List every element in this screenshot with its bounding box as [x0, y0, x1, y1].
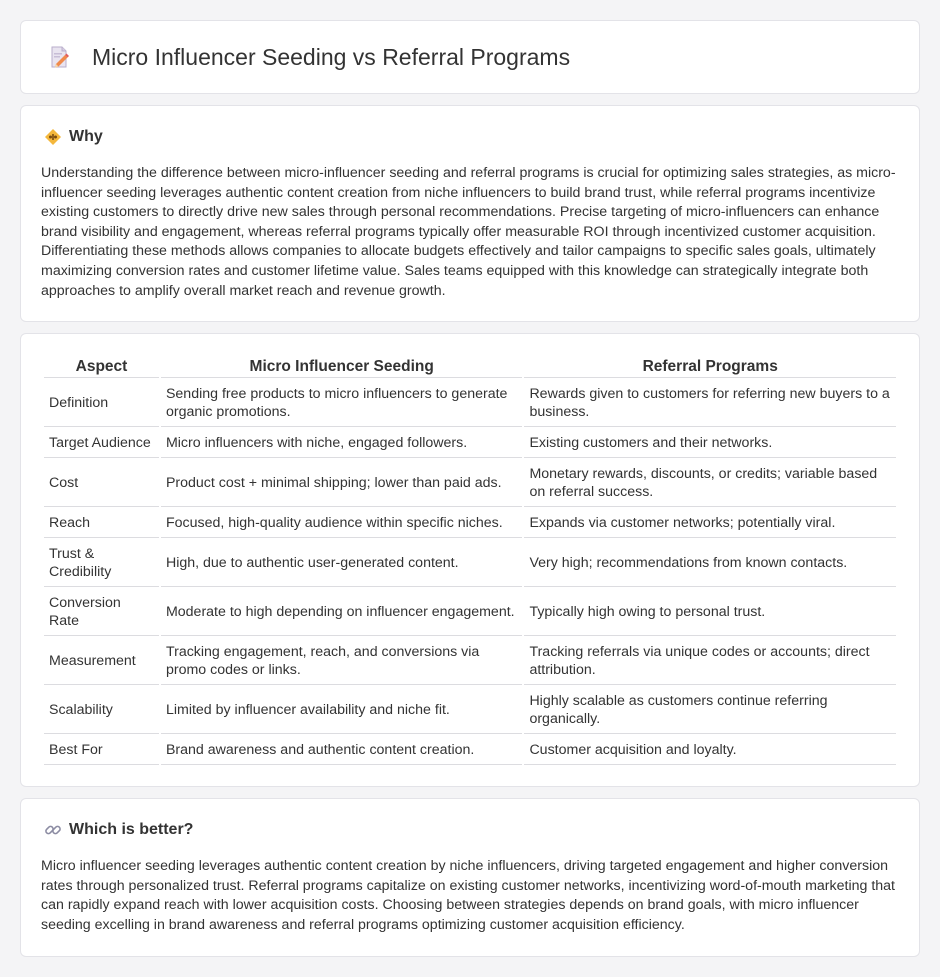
referral-cell: Typically high owing to personal trust.	[524, 589, 896, 636]
table-row	[44, 736, 896, 765]
table-row	[44, 509, 896, 538]
aspect-cell: Conversion Rate	[44, 589, 159, 636]
referral-cell: Monetary rewards, discounts, or credits; variable based on referral success.	[524, 460, 896, 507]
lightbulb-icon	[44, 128, 62, 146]
header-referral-programs: Referral Programs	[524, 356, 896, 378]
aspect-cell: Cost	[44, 460, 159, 507]
seeding-cell: Brand awareness and authentic content creation.	[161, 736, 522, 765]
aspect-cell: Target Audience	[44, 429, 159, 458]
aspect-cell: Trust & Credibility	[44, 540, 159, 587]
aspect-cell: Definition	[44, 380, 159, 427]
seeding-cell: Tracking engagement, reach, and conversions via promo codes or links.	[161, 638, 522, 685]
better-heading	[41, 819, 899, 841]
aspect-cell: Measurement	[44, 638, 159, 685]
referral-cell: Expands via customer networks; potentially viral.	[524, 509, 896, 538]
seeding-cell: Focused, high-quality audience within specific niches.	[161, 509, 522, 538]
comparison-section	[20, 333, 920, 787]
table-row	[44, 687, 896, 734]
better-text: Micro influencer seeding leverages authentic content creation by niche influencers, driving targeted engagement and higher conversion rates through personalized trust. Referral programs capitalize on existing customer networks, incentivizing word-of-mouth marketing that can rapidly expand reach with lower acquisition costs. Choosing between strategies depends on brand goals, with micro influencer seeding excelling in brand awareness and referral programs optimizing customer acquisition efficiency.	[41, 858, 896, 933]
seeding-cell: Moderate to high depending on influencer engagement.	[161, 589, 522, 636]
why-heading	[41, 126, 899, 148]
why-title: Why	[69, 128, 103, 145]
referral-cell: Very high; recommendations from known contacts.	[524, 540, 896, 587]
table-row	[44, 638, 896, 685]
table-row	[44, 589, 896, 636]
why-section	[20, 105, 920, 322]
aspect-cell: Reach	[44, 509, 159, 538]
referral-cell: Customer acquisition and loyalty.	[524, 736, 896, 765]
header-card	[20, 20, 920, 94]
seeding-cell: Product cost + minimal shipping; lower than paid ads.	[161, 460, 522, 507]
seeding-cell: Sending free products to micro influencers to generate organic promotions.	[161, 380, 522, 427]
table-row	[44, 429, 896, 458]
table-header-row	[44, 356, 896, 378]
referral-cell: Existing customers and their networks.	[524, 429, 896, 458]
document-pencil-icon	[46, 44, 72, 70]
why-text: Understanding the difference between micro-influencer seeding and referral programs is crucial for optimizing sales strategies, as micro-influencer seeding leverages authentic content creation from niche influencers to build brand trust, while referral programs incentivize existing customers to directly drive new sales through personal recommendations. Precise targeting of micro-influencers can enhance brand visibility and engagement, whereas referral programs typically offer measurable ROI through incentivized customer acquisition. Differentiating these methods allows companies to allocate budgets effectively and tailor campaigns to specific sales goals, ultimately maximizing conversion rates and customer lifetime value. Sales teams equipped with this knowledge can strategically integrate both approaches to amplify overall market reach and revenue growth.	[41, 165, 896, 299]
table-row	[44, 460, 896, 507]
better-title: Which is better?	[69, 821, 194, 838]
link-icon	[44, 821, 62, 839]
table-row	[44, 540, 896, 587]
referral-cell: Highly scalable as customers continue referring organically.	[524, 687, 896, 734]
header-aspect: Aspect	[44, 356, 159, 378]
header-micro-influencer-seeding: Micro Influencer Seeding	[161, 356, 522, 378]
aspect-cell: Scalability	[44, 687, 159, 734]
seeding-cell: Limited by influencer availability and niche fit.	[161, 687, 522, 734]
seeding-cell: High, due to authentic user-generated content.	[161, 540, 522, 587]
aspect-cell: Best For	[44, 736, 159, 765]
table-row	[44, 380, 896, 427]
page-title: Micro Influencer Seeding vs Referral Programs	[92, 43, 571, 70]
seeding-cell: Micro influencers with niche, engaged followers.	[161, 429, 522, 458]
referral-cell: Rewards given to customers for referring new buyers to a business.	[524, 380, 896, 427]
which-is-better-section	[20, 798, 920, 957]
referral-cell: Tracking referrals via unique codes or accounts; direct attribution.	[524, 638, 896, 685]
comparison-table	[42, 354, 898, 767]
